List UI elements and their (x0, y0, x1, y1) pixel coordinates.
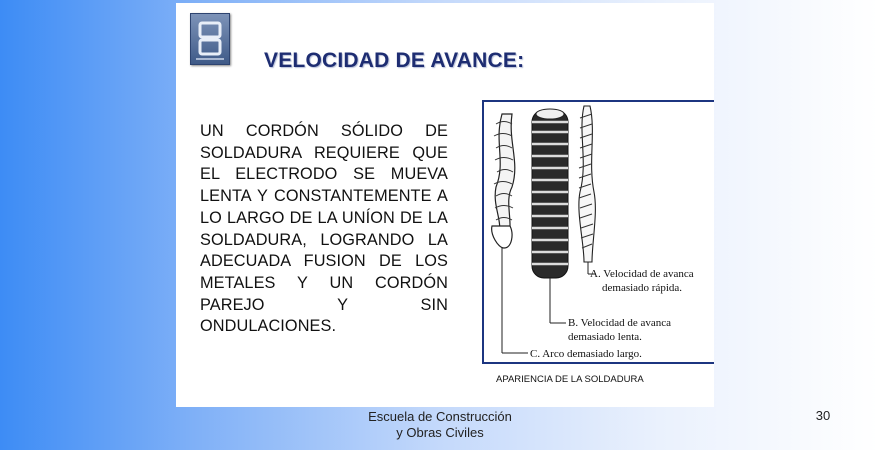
figure-caption: APARIENCIA DE LA SOLDADURA (496, 374, 644, 385)
footer-line1: Escuela de Construcción (368, 409, 512, 424)
weld-appearance-figure (482, 100, 714, 364)
body-paragraph: UN CORDÓN SÓLIDO DE SOLDADURA REQUIERE QUE EL ELECTRODO SE MUEVA LENTA Y CONSTANTEMENTE A LO LARGO DE LA UNÍON DE LA SOLDADURA, LOGRANDO LA ADECUADA FUSION DE LOS METALES Y UN CORDÓN PAREJO Y SIN ONDULACIONES. (200, 122, 448, 336)
label-b-line2: demasiado lenta. (568, 331, 642, 343)
footer-institution (340, 409, 540, 441)
label-a-line2: demasiado rápida. (602, 282, 683, 294)
label-c-line1: C. Arco demasiado largo. (530, 348, 642, 360)
weld-bead-c (492, 114, 528, 353)
label-a-line1: A. Velocidad de avanca (590, 268, 694, 280)
label-b-line1: B. Velocidad de avanca (568, 317, 672, 329)
institution-logo-icon (190, 13, 230, 65)
weld-bead-a (579, 106, 596, 274)
slide (176, 3, 714, 407)
page-number: 30 (815, 408, 831, 423)
footer-line2: y Obras Civiles (396, 425, 484, 440)
slide-title: VELOCIDAD DE AVANCE: (264, 49, 525, 72)
weld-bead-b (532, 109, 568, 323)
